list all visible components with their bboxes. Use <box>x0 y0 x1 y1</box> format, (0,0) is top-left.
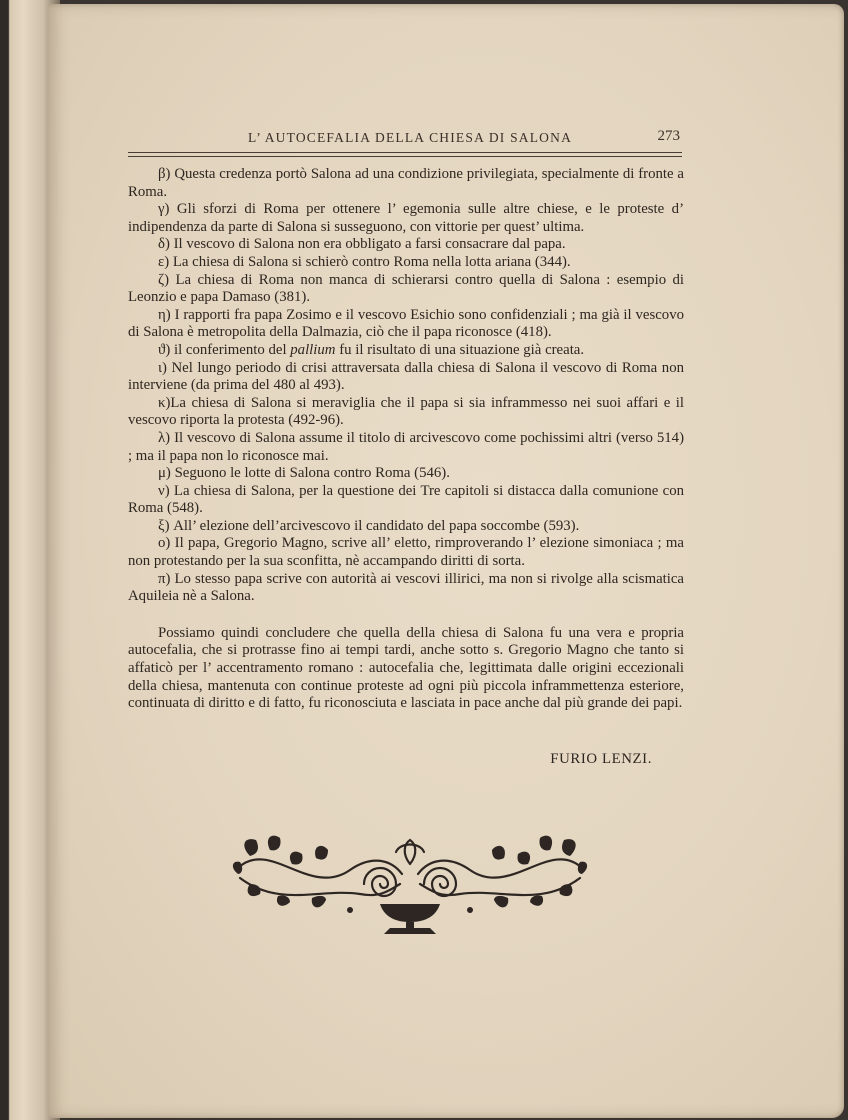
item-text: La chiesa di Salona, per la questione dei Tre capitoli si distacca dalla comunione con Roma (548). <box>128 482 684 517</box>
item-italic-term: pallium <box>290 341 336 358</box>
list-item <box>128 236 684 254</box>
item-marker: κ) <box>158 394 171 411</box>
item-text: il conferimento del <box>173 341 287 358</box>
item-text: Questa credenza portò Salona ad una condizione privilegiata, specialmente di fronte a Roma. <box>128 166 684 200</box>
floral-vase-ornament-icon <box>230 828 590 938</box>
item-marker: ε) <box>158 253 170 270</box>
list-item <box>128 307 684 342</box>
item-text: fu il risultato di una situazione già creata. <box>339 341 585 358</box>
item-marker: δ) <box>158 236 170 253</box>
item-text: All’ elezione dell’arcivescovo il candidato del papa soccombe (593). <box>173 517 580 534</box>
list-item <box>128 535 684 570</box>
author-signature: FURIO LENZI. <box>550 751 652 767</box>
list-item <box>128 571 684 606</box>
list-item <box>128 201 684 236</box>
item-marker: λ) <box>158 429 171 446</box>
item-text: Gli sforzi di Roma per ottenere l’ egemonia sulle altre chiese, e le proteste d’ indipendenza da parte di Salona si susseguono, con vittorie per quest’ ultima. <box>128 201 684 235</box>
page-number: 273 <box>657 128 680 144</box>
item-marker: η) <box>158 306 171 323</box>
conclusion-paragraph: Possiamo quindi concludere che quella della chiesa di Salona fu una vera e propria autocefalia, che si protrasse fino ai tempi tardi, anche sotto s. Gregorio Magno che tanto si affaticò per l’ accentramento romano : autocefalia che, legittimata dalle origini eccezionali della chiesa, mantenuta con continue proteste ad ogni più piccola inframmettenza esteriore, continuata di diritto e di fatto, fu riconosciuta e lasciata in pace anche dal più grande dei papi. <box>128 624 684 712</box>
list-item <box>128 483 684 518</box>
list-item <box>128 430 684 465</box>
page-header <box>128 128 682 152</box>
item-text: La chiesa di Roma non manca di schierarsi contro quella di Salona : esempio di Leonzio e papa Damaso (381). <box>128 271 684 306</box>
item-marker: ο) <box>158 535 171 552</box>
item-marker: ξ) <box>158 517 170 534</box>
item-text: Seguono le lotte di Salona contro Roma (546). <box>174 465 450 482</box>
item-text: Il papa, Gregorio Magno, scrive all’ eletto, rimproverando l’ elezione simoniaca ; ma non protestando per la sua sconfitta, nè accampando diritti di sorta. <box>128 535 685 570</box>
header-rule-bottom <box>128 156 682 157</box>
item-text: Il vescovo di Salona non era obbligato a farsi consacrare dal papa. <box>173 236 566 253</box>
item-text: La chiesa di Salona si meraviglia che il papa si sia inframmesso nei suoi affari e il vescovo riporta la protesta (492-96). <box>128 394 684 429</box>
list-item <box>128 360 684 395</box>
item-marker: ν) <box>158 482 170 499</box>
header-rule-top <box>128 152 682 153</box>
item-marker: ι) <box>158 359 167 376</box>
item-marker: μ) <box>158 465 171 482</box>
item-text: La chiesa di Salona si schierò contro Roma nella lotta ariana (344). <box>172 253 571 270</box>
list-item <box>128 166 684 201</box>
running-title: L’ AUTOCEFALIA DELLA CHIESA DI SALONA <box>248 130 573 145</box>
item-text: Nel lungo periodo di crisi attraversata dalla chiesa di Salona il vescovo di Roma non interviene (da prima del 480 al 493). <box>128 359 684 394</box>
list-item <box>128 465 684 483</box>
item-marker: β) <box>158 166 171 182</box>
item-marker: γ) <box>158 201 170 218</box>
list-item <box>128 342 684 360</box>
list-item <box>128 518 684 536</box>
item-marker: ζ) <box>158 271 170 288</box>
item-text: Il vescovo di Salona assume il titolo di arcivescovo come pochissimi altri (verso 514) ; ma il papa non lo riconosce mai. <box>128 429 684 464</box>
body-text <box>128 166 684 713</box>
list-item <box>128 395 684 430</box>
item-marker: π) <box>158 570 171 587</box>
item-text: I rapporti fra papa Zosimo e il vescovo Esichio sono confidenziali ; ma già il vescovo di Salona è metropolita della Dalmazia, ciò che il papa riconosce (418). <box>128 306 684 341</box>
list-item <box>128 254 684 272</box>
item-marker: ϑ) <box>158 341 171 358</box>
list-item <box>128 272 684 307</box>
item-text: Lo stesso papa scrive con autorità ai vescovi illirici, ma non si rivolge alla scismatica Aquileia nè a Salona. <box>128 570 685 605</box>
